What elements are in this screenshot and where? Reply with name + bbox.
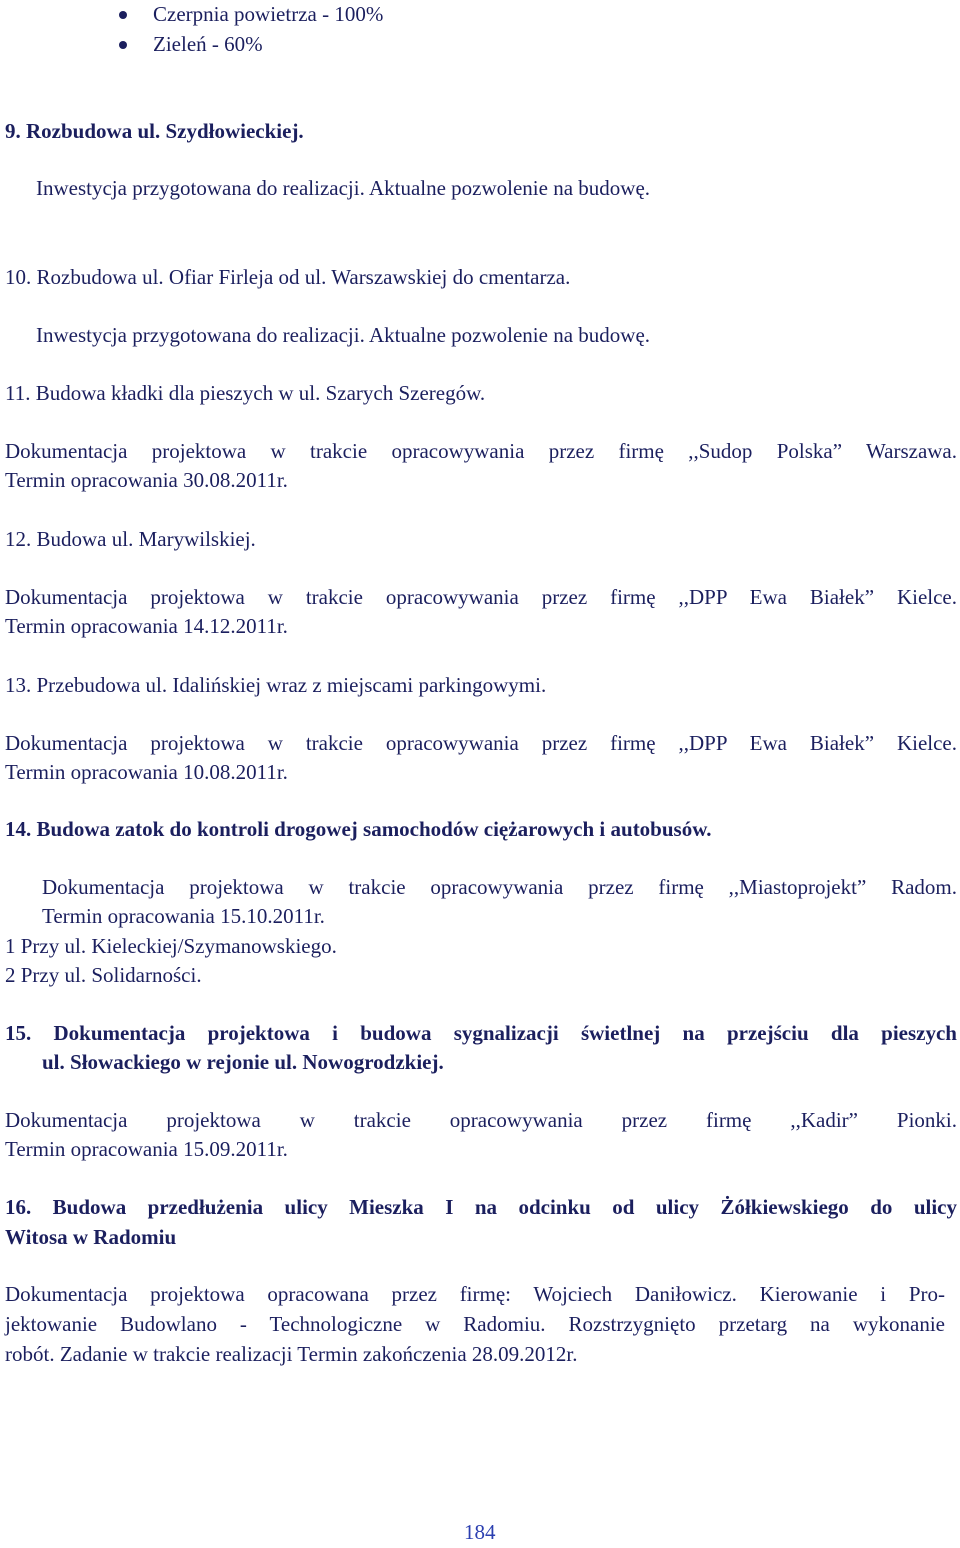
- section-14-list-item: 2 Przy ul. Solidarności.: [5, 963, 202, 987]
- section-9-heading: 9. Rozbudowa ul. Szydłowieckiej.: [5, 119, 304, 143]
- page-number: 184: [464, 1520, 496, 1544]
- section-14-body-line2: Termin opracowania 15.10.2011r.: [42, 904, 325, 928]
- section-16-body-line1: Dokumentacja projektowa opracowana przez firmę: Wojciech Daniłowicz. Kierowanie i Pro-: [5, 1282, 945, 1306]
- bullet-dot: [119, 41, 127, 49]
- section-15-heading-line1: 15. Dokumentacja projektowa i budowa sygnalizacji świetlnej na przejściu dla pieszych: [5, 1021, 957, 1045]
- section-14-list-item: 1 Przy ul. Kieleckiej/Szymanowskiego.: [5, 934, 337, 958]
- section-13-body-line2: Termin opracowania 10.08.2011r.: [5, 760, 288, 784]
- section-16-heading-line1: 16. Budowa przedłużenia ulicy Mieszka I na odcinku od ulicy Żółkiewskiego do ulicy: [5, 1195, 957, 1219]
- section-15-heading-line2: ul. Słowackiego w rejonie ul. Nowogrodzkiej.: [42, 1050, 444, 1074]
- section-10-body: Inwestycja przygotowana do realizacji. Aktualne pozwolenie na budowę.: [36, 323, 651, 347]
- bullet-item: Zieleń - 60%: [153, 32, 263, 56]
- section-11-heading: 11. Budowa kładki dla pieszych w ul. Szarych Szeregów.: [5, 381, 486, 405]
- bullet-dot: [119, 11, 127, 19]
- section-11-body-line1: Dokumentacja projektowa w trakcie opracowywania przez firmę ,,Sudop Polska” Warszawa.: [5, 439, 957, 463]
- bullet-item: Czerpnia powietrza - 100%: [153, 2, 384, 26]
- section-15-body-line2: Termin opracowania 15.09.2011r.: [5, 1137, 288, 1161]
- section-12-heading: 12. Budowa ul. Marywilskiej.: [5, 527, 256, 551]
- section-12-body-line1: Dokumentacja projektowa w trakcie opracowywania przez firmę ,,DPP Ewa Białek” Kielce.: [5, 585, 957, 609]
- section-9-body: Inwestycja przygotowana do realizacji. Aktualne pozwolenie na budowę.: [36, 176, 651, 200]
- section-14-heading: 14. Budowa zatok do kontroli drogowej samochodów ciężarowych i autobusów.: [5, 817, 712, 841]
- section-16-body-line3: robót. Zadanie w trakcie realizacji Termin zakończenia 28.09.2012r.: [5, 1342, 578, 1366]
- section-16-body-line2: jektowanie Budowlano - Technologiczne w Radomiu. Rozstrzygnięto przetarg na wykonanie: [5, 1312, 945, 1336]
- section-13-body-line1: Dokumentacja projektowa w trakcie opracowywania przez firmę ,,DPP Ewa Białek” Kielce.: [5, 731, 957, 755]
- section-16-heading-line2: Witosa w Radomiu: [5, 1225, 177, 1249]
- section-14-body-line1: Dokumentacja projektowa w trakcie opracowywania przez firmę ,,Miastoprojekt” Radom.: [42, 875, 957, 899]
- section-15-body-line1: Dokumentacja projektowa w trakcie opracowywania przez firmę ,,Kadir” Pionki.: [5, 1108, 957, 1132]
- section-10-heading: 10. Rozbudowa ul. Ofiar Firleja od ul. Warszawskiej do cmentarza.: [5, 265, 571, 289]
- section-13-heading: 13. Przebudowa ul. Idalińskiej wraz z miejscami parkingowymi.: [5, 673, 547, 697]
- section-12-body-line2: Termin opracowania 14.12.2011r.: [5, 614, 288, 638]
- section-11-body-line2: Termin opracowania 30.08.2011r.: [5, 468, 288, 492]
